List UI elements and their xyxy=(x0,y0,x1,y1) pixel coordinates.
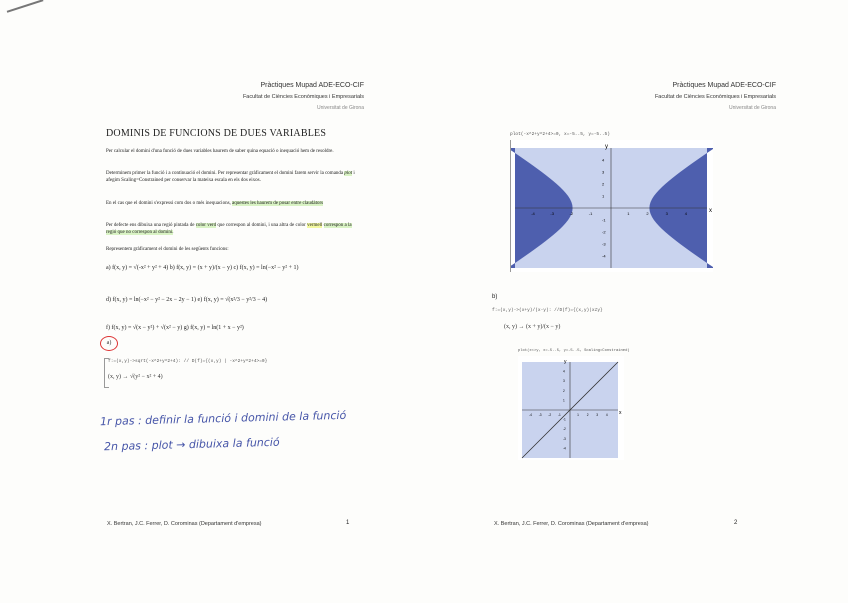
paragraph-plot-text: Determinem primer la funció i a continuació el domini. Per representar gràficament el domini farem servir la comanda xyxy=(106,171,344,176)
plot-a xyxy=(510,140,713,272)
plot-a-svg xyxy=(511,140,713,272)
paragraph-colors-text-3: correspon a la regió que no correspon al domini. xyxy=(106,223,352,235)
paragraph-represent: Representem gràficament el domini de les següents funcions: xyxy=(106,247,229,252)
mupad-input-a: f:=(x,y)->sqrt(-x^2+y^2+4): // D(f)={(x,y) | -x^2+y^2+4>=0} xyxy=(108,359,268,364)
plot-b-xtick: 3 xyxy=(596,413,599,417)
plot-a-ytick: -3 xyxy=(602,241,606,247)
equation-row-3: f) f(x, y) = √(x − y²) + √(x² − y) g) f(x, y) = ln(1 + x − y²) xyxy=(106,325,244,331)
section-b-label: b) xyxy=(492,294,498,300)
plot-b-ytick: 1 xyxy=(563,398,565,403)
footer-authors-2: X. Bertran, J.C. Ferrer, D. Corominas (Departament d'empresa) xyxy=(494,521,649,527)
plot-b-svg xyxy=(518,356,624,460)
plot-a-ytick: 4 xyxy=(602,157,605,163)
plot-a-ytick: 2 xyxy=(602,181,605,187)
page-title: DOMINIS DE FUNCIONS DE DUES VARIABLES xyxy=(106,128,327,139)
page-number-1: 1 xyxy=(346,520,350,526)
plot-a-xtick: 4 xyxy=(684,211,688,216)
plot-a-xtick: -1 xyxy=(588,211,593,216)
plot-b-ytick: -3 xyxy=(563,436,566,441)
mupad-plot-a: plot(-x^2+y^2+4>=0, x=-5..5, y=-5..5) xyxy=(510,132,610,137)
header-university: Universitat de Girona xyxy=(317,105,364,111)
paragraph-plot-text-2: i afegim Scaling=Constrained per conservar la mateixa escala en els dos eixos. xyxy=(106,171,355,183)
plot-a-ytick: -4 xyxy=(602,253,606,259)
equation-row-2: d) f(x, y) = ln(−x² − y² − 2x − 2y − 1) e) f(x, y) = √(x²/3 − y²/3 − 4) xyxy=(106,297,268,303)
color-red-highlight: vermell xyxy=(307,223,323,228)
paragraph-plot xyxy=(106,170,361,184)
paragraph-inequations xyxy=(106,200,361,207)
plot-a-ytick: -1 xyxy=(602,217,606,223)
mupad-input-b: f:=(x,y)->(x+y)/(x-y): //D(f)={(x,y)|x≠y} xyxy=(492,308,603,313)
plot-b-x-label: x xyxy=(619,410,622,416)
plot-a-xtick: -2 xyxy=(569,211,574,216)
header-faculty-2: Facultat de Ciències Econòmiques i Empresarials xyxy=(654,94,776,100)
plot-a-ytick: -2 xyxy=(602,229,606,235)
plot-a-xtick: 1 xyxy=(627,211,630,216)
mupad-output-b: (x, y) → (x + y)/(x − y) xyxy=(504,324,561,330)
plot-b-xtick: 1 xyxy=(577,413,579,417)
page-2 xyxy=(424,0,848,603)
plot-b-ytick: 4 xyxy=(563,369,565,374)
plot-b-ytick: 3 xyxy=(563,379,565,384)
plot-command: plot xyxy=(344,171,353,176)
plot-b-xtick: 2 xyxy=(586,413,589,417)
header-faculty: Facultat de Ciències Econòmiques i Empresarials xyxy=(242,94,364,100)
paragraph-colors-text-2: que correspon al domini, i una altra de color xyxy=(217,223,306,228)
plot-b-xtick: -3 xyxy=(538,413,542,417)
page-number-2: 2 xyxy=(734,520,738,526)
plot-a-xtick: -3 xyxy=(550,211,554,216)
plot-b-y-label: y xyxy=(564,359,567,365)
paragraph-ineq-highlight: aquestes les haurem de posar entre claudàtors xyxy=(232,201,324,206)
header-title-2: Pràctiques Mupad ADE-ECO-CIF xyxy=(672,82,776,89)
plot-b-ytick: -4 xyxy=(563,446,566,451)
header-title: Pràctiques Mupad ADE-ECO-CIF xyxy=(260,82,364,89)
plot-b-xtick: -4 xyxy=(529,413,532,417)
plot-b xyxy=(518,356,624,460)
mupad-plot-b: plot(x<>y, x=-5..5, y=-5..5, Scaling=Constrained) xyxy=(518,349,630,353)
circled-label-a: a) xyxy=(100,336,118,351)
paragraph-intro: Per calcular el domini d'una funció de dues variables haurem de saber quina equació o inequació hem de resoldre. xyxy=(106,149,334,154)
paragraph-colors xyxy=(106,222,361,236)
plot-b-xtick: -2 xyxy=(548,413,552,417)
plot-b-xtick: 4 xyxy=(605,413,608,417)
paragraph-colors-text: Per defecte ens dibuixa una regió pintada de xyxy=(106,223,195,228)
footer-authors: X. Bertran, J.C. Ferrer, D. Corominas (Departament d'empresa) xyxy=(107,521,262,527)
handwritten-note-2: 2n pas : plot → dibuixa la funció xyxy=(103,435,280,454)
plot-a-ytick: 1 xyxy=(602,193,605,199)
plot-a-xtick: 2 xyxy=(646,211,649,216)
plot-b-ytick: -2 xyxy=(563,427,566,432)
paragraph-ineq-text: En el cas que el domini s'expressi com dos o més inequacions, xyxy=(106,201,231,206)
handwritten-note-1: 1r pas : definir la funció i domini de la funció xyxy=(99,408,347,429)
equation-row-1: a) f(x, y) = √(-x² + y² + 4) b) f(x, y) = (x + y)/(x − y) c) f(x, y) = ln(−x² − y² + 1) xyxy=(106,265,299,271)
plot-b-xtick: -1 xyxy=(557,413,561,417)
color-green-highlight: color verd xyxy=(195,223,217,228)
plot-b-ytick: -1 xyxy=(563,417,566,422)
plot-a-ytick: 3 xyxy=(602,169,605,175)
mupad-output-a: (x, y) → √(y² − x² + 4) xyxy=(108,374,163,380)
plot-a-xtick: -4 xyxy=(531,211,535,216)
plot-a-x-label: x xyxy=(709,208,712,214)
plot-a-xtick: 3 xyxy=(665,211,668,216)
header-university-2: Universitat de Girona xyxy=(729,105,776,111)
plot-a-y-label: y xyxy=(605,144,608,150)
plot-b-ytick: 2 xyxy=(563,388,565,393)
